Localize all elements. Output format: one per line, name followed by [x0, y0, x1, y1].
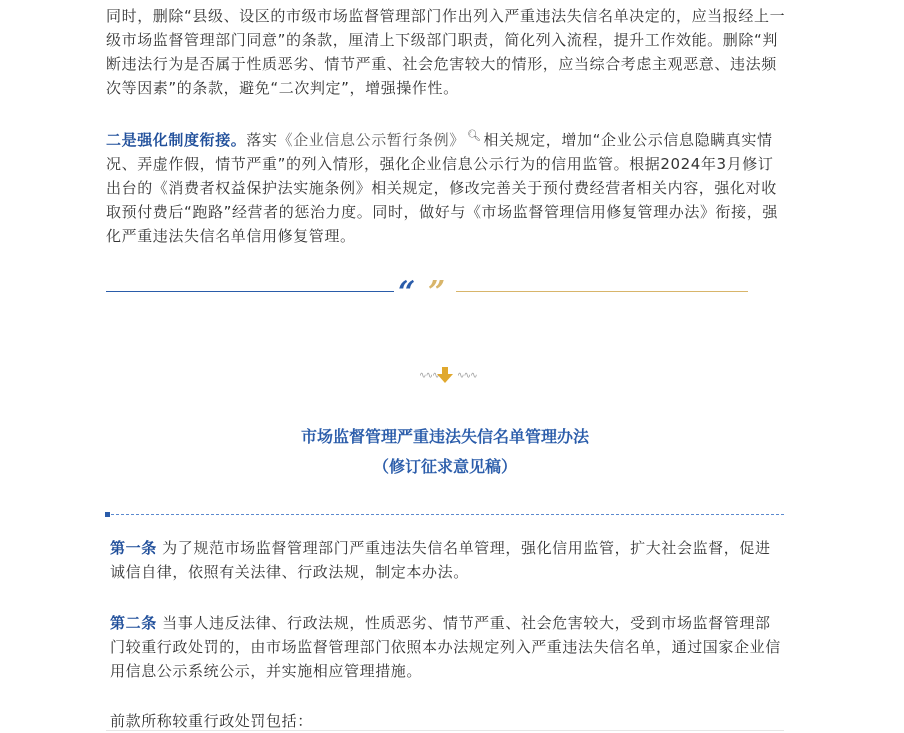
section-lead: 二是强化制度衔接。 — [106, 131, 247, 149]
law-reference-link[interactable]: 《企业信息公示暂行条例》 — [277, 131, 465, 149]
intro-paragraph-2 — [106, 124, 786, 248]
separator-dot — [105, 512, 110, 517]
document-subtitle: （修订征求意见稿） — [372, 457, 517, 476]
article-heading: 第二条 — [110, 614, 157, 632]
intro-text-rest: 相关规定，增加“企业公示信息隐瞒真实情况、弄虚作假，情节严重”的列入情形，强化企业信息公示行为的信用监管。根据2024年3月修订出台的《消费者权益保护法实施条例》相关规定，修改完善关于预付费经营者相关内容，强化对收取预付费后“跑路”经营者的惩治力度。同时，做好与《市场监督管理信用修复管理办法》衔接，强化严重违法失信名单信用修复管理。 — [106, 131, 778, 245]
divider-line-left — [106, 291, 394, 292]
wave-right-icon: ∿∿∿ — [457, 371, 477, 381]
intro-text-prefix: 落实 — [246, 131, 278, 149]
article-body: 为了规范市场监督管理部门严重违法失信名单管理，强化信用监管，扩大社会监督，促进诚信自律，依照有关法律、行政法规，制定本办法。 — [110, 539, 771, 581]
wave-left-icon: ∿∿∿ — [419, 371, 439, 381]
article-2 — [110, 611, 782, 683]
down-arrow-ornament — [419, 366, 479, 386]
dashed-separator — [106, 514, 784, 516]
article-1 — [110, 536, 782, 584]
trailing-line: 前款所称较重行政处罚包括： — [110, 712, 313, 730]
quote-open-icon: “ — [398, 275, 416, 310]
search-icon[interactable]: 🔍︎ — [466, 129, 482, 142]
quote-divider — [106, 275, 748, 310]
down-arrow-icon — [436, 366, 454, 384]
quote-close-icon: ” — [428, 275, 446, 310]
divider-line-right — [456, 291, 748, 292]
intro-paragraph-1: 同时，删除“县级、设区的市级市场监督管理部门作出列入严重违法失信名单决定的，应当报经上一级市场监督管理部门同意”的条款，厘清上下级部门职责，简化列入流程，提升工作效能。删除“判断违法行为是否属于性质恶劣、情节严重、社会危害较大的情形，应当综合考虑主观恶意、违法频次等因素”的条款，避免“二次判定”，增强操作性。 — [106, 7, 786, 97]
article-body: 当事人违反法律、行政法规，性质恶劣、情节严重、社会危害较大，受到市场监督管理部门较重行政处罚的，由市场监督管理部门依照本办法规定列入严重违法失信名单，通过国家企业信用信息公示系统公示，并实施相应管理措施。 — [110, 614, 781, 680]
document-title: 市场监督管理严重违法失信名单管理办法 — [300, 427, 589, 446]
article-heading: 第一条 — [110, 539, 157, 557]
bottom-divider — [106, 730, 784, 731]
